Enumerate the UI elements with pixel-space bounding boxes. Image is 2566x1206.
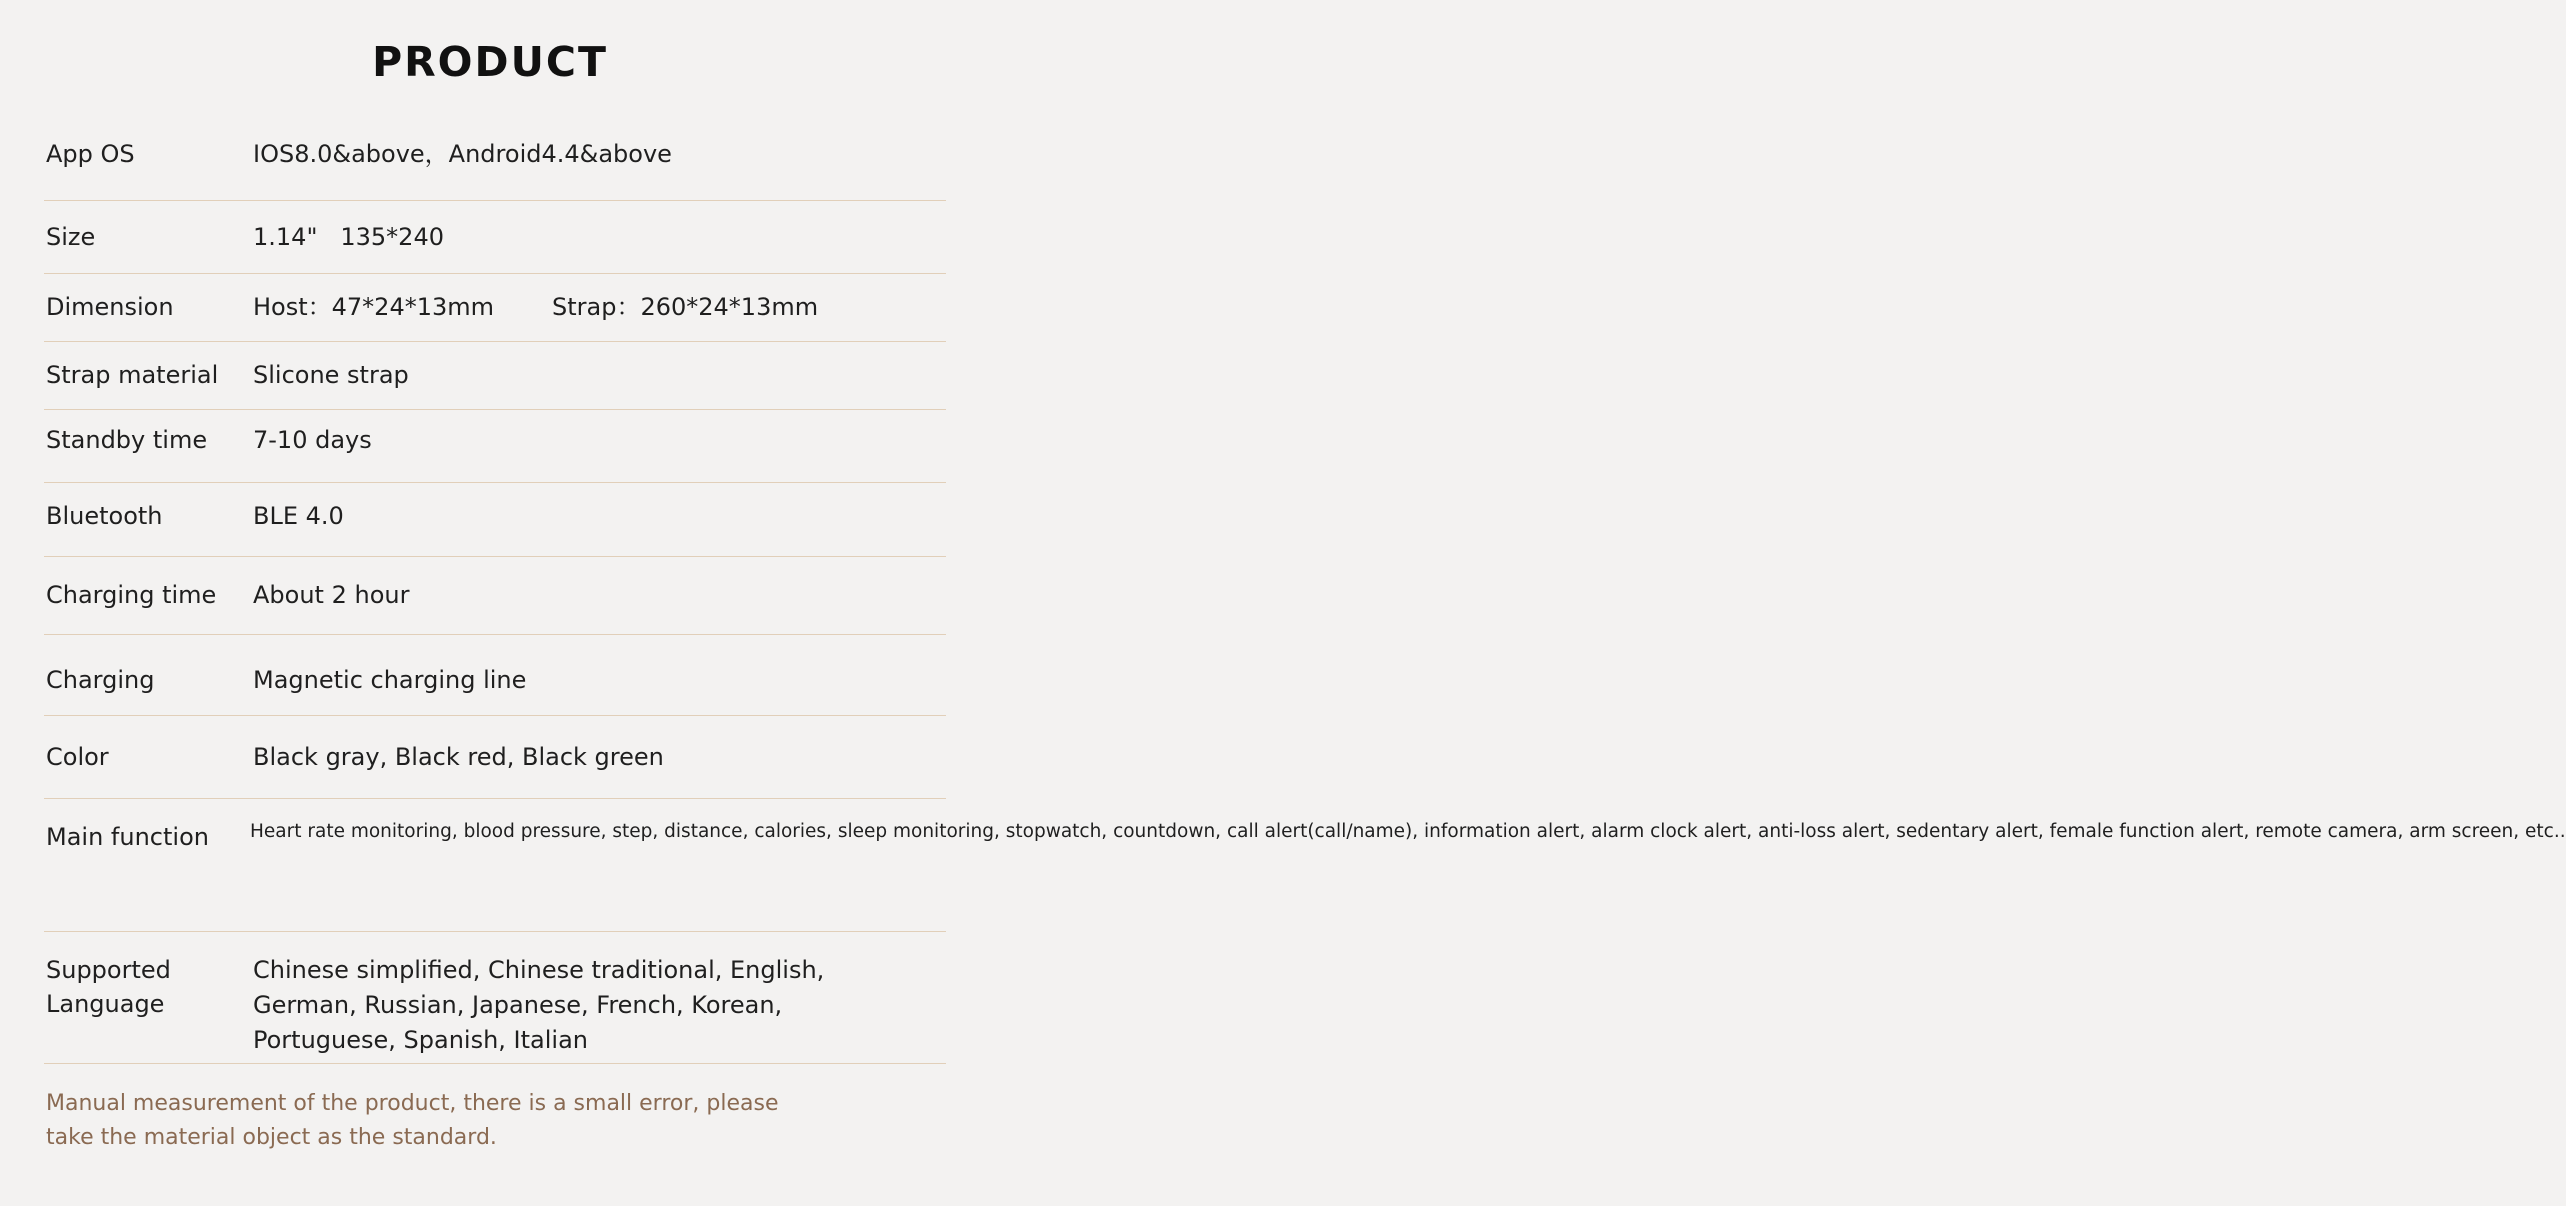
row-divider (44, 341, 946, 342)
row-divider (44, 798, 946, 799)
spec-value: Black gray, Black red, Black green (253, 743, 664, 771)
spec-value: IOS8.0&above，Android4.4&above (253, 140, 672, 168)
spec-label: Main function (46, 823, 209, 851)
spec-value: Magnetic charging line (253, 666, 527, 694)
spec-value: Slicone strap (253, 361, 409, 389)
spec-label: Bluetooth (46, 502, 163, 530)
row-divider (44, 634, 946, 635)
spec-value-strap: Strap：260*24*13mm (552, 293, 819, 321)
row-divider (44, 931, 946, 932)
row-divider (44, 715, 946, 716)
row-divider (44, 273, 946, 274)
spec-label: Standby time (46, 426, 208, 454)
spec-value: About 2 hour (253, 581, 410, 609)
spec-value-host: Host：47*24*13mm (253, 293, 495, 321)
spec-label: Strap material (46, 361, 219, 389)
spec-label: App OS (46, 140, 135, 168)
spec-value: Heart rate monitoring, blood pressure, step, distance, calories, sleep monitoring, stopwatch, countdown, call alert(call/name), information alert, alarm clock alert, anti-loss alert, sedentary alert, female function alert, remote camera, arm screen, etc.. (250, 821, 2566, 842)
spec-label: Supported Language (46, 956, 171, 1018)
spec-label: Dimension (46, 293, 174, 321)
row-divider (44, 482, 946, 483)
spec-value: Chinese simplified, Chinese traditional, English, German, Russian, Japanese, French, Korean, Portuguese, Spanish, Italian (253, 956, 825, 1054)
row-divider (44, 200, 946, 201)
spec-label: Charging time (46, 581, 217, 609)
row-divider (44, 1063, 946, 1064)
spec-value: 1.14" 135*240 (253, 223, 444, 251)
measurement-note: Manual measurement of the product, there is a small error, please take the material object as the standard. (46, 1091, 779, 1150)
row-divider (44, 556, 946, 557)
spec-label: Size (46, 223, 96, 251)
spec-label: Color (46, 743, 109, 771)
spec-value: 7-10 days (253, 426, 372, 454)
spec-value: BLE 4.0 (253, 502, 344, 530)
page-title: PRODUCT (372, 38, 608, 86)
row-divider (44, 409, 946, 410)
spec-label: Charging (46, 666, 155, 694)
